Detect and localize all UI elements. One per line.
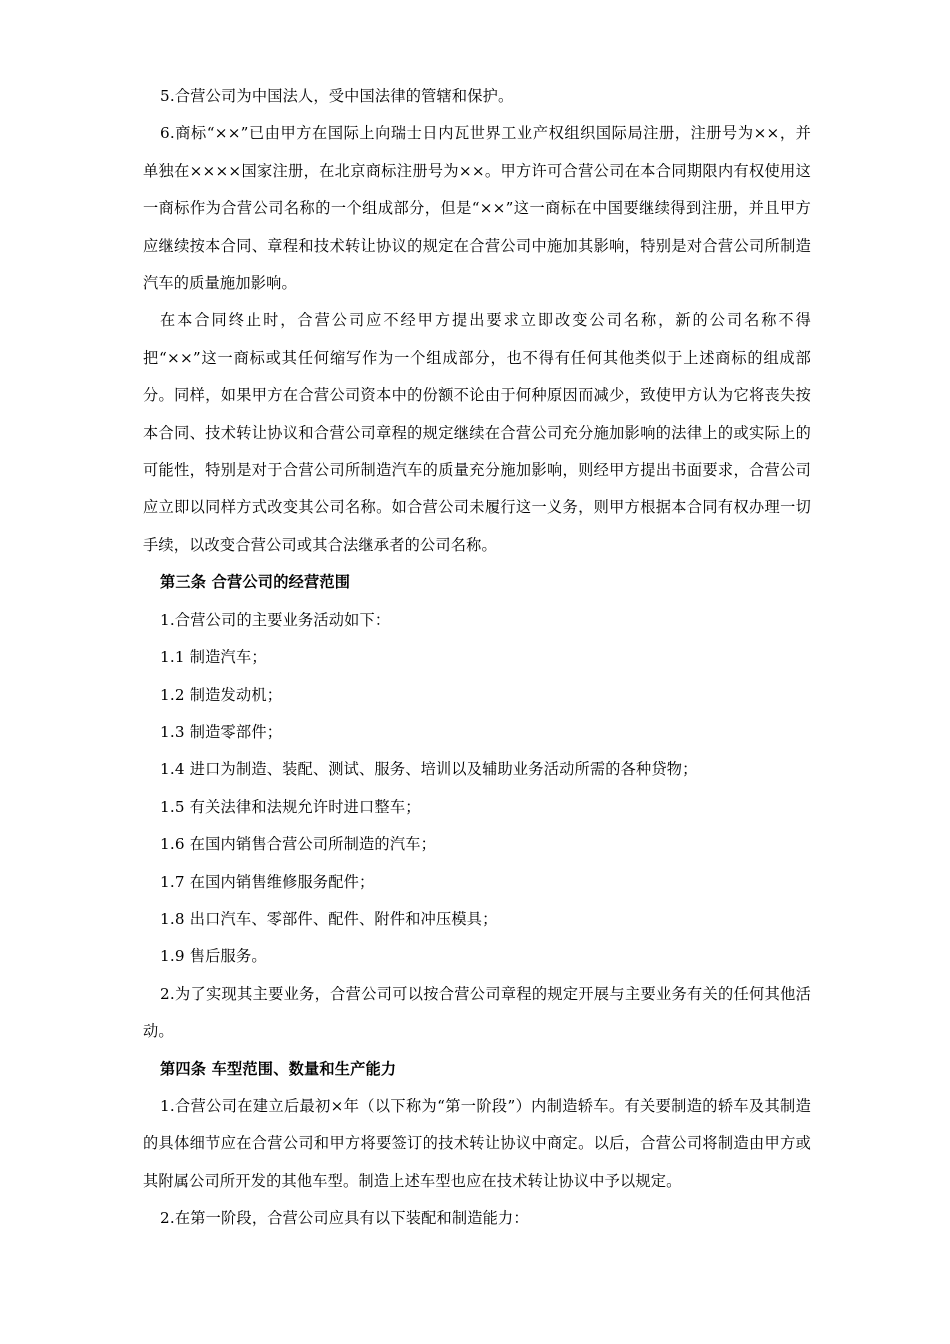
paragraph-first-stage: 1.合营公司在建立后最初×年（以下称为“第一阶段”）内制造轿车。有关要制造的轿车及其制造的具体细节应在合营公司和甲方将要签订的技术转让协议中商定。以后，合营公司将制造由甲方或其附属公司所开发的其他车型。制造上述车型也应在技术转让协议中予以规定。	[143, 1096, 811, 1190]
paragraph-5-legal-person: 5.合营公司为中国法人，受中国法律的管辖和保护。	[160, 87, 514, 105]
list-item-1-4: 1.4 进口为制造、装配、测试、服务、培训以及辅助业务活动所需的各种贷物；	[160, 760, 698, 779]
business-activities-intro: 1.合营公司的主要业务活动如下：	[160, 610, 391, 629]
paragraph-6-trademark: 6.商标“××”已由甲方在国际上向瑞士日内瓦世界工业产权组织国际局注册，注册号为××，并单独在××××国家注册，在北京商标注册号为××。甲方许可合营公司在本合同期限内有权使用这一商标作为合营公司名称的一个组成部分，但是“××”这一商标在中国要继续得到注册，并且甲方应继续按本合同、章程和技术转让协议的规定在合营公司中施加其影响，特别是对合营公司所制造汽车的质量施加影响。	[143, 124, 811, 293]
list-item-1-3: 1.3 制造零部件；	[160, 722, 283, 741]
list-item-1-6: 1.6 在国内销售合营公司所制造的汽车；	[160, 835, 436, 854]
paragraph-other-activities: 2.为了实现其主要业务，合营公司可以按合营公司章程的规定开展与主要业务有关的任何其他活动。	[143, 984, 811, 1041]
list-item-1-5: 1.5 有关法律和法规允许时进口整车；	[160, 797, 421, 816]
paragraph-name-change: 在本合同终止时，合营公司应不经甲方提出要求立即改变公司名称，新的公司名称不得把“××”这一商标或其任何缩写作为一个组成部分，也不得有任何其他类似于上述商标的组成部分。同样，如果甲方在合营公司资本中的份额不论由于何种原因而减少，致使甲方认为它将丧失按本合同、技术转让协议和合营公司章程的规定继续在合营公司充分施加影响的法律上的或实际上的可能性，特别是对于合营公司所制造汽车的质量充分施加影响，则经甲方提出书面要求，合营公司应立即以同样方式改变其公司名称。如合营公司未履行这一义务，则甲方根据本合同有权办理一切手续，以改变合营公司或其合法继承者的公司名称。	[143, 311, 811, 554]
paragraph-capacity-intro: 2.在第一阶段，合营公司应具有以下装配和制造能力：	[160, 1209, 529, 1228]
list-item-1-8: 1.8 出口汽车、零部件、配件、附件和冲压模具；	[160, 909, 498, 928]
article-3-heading: 第三条 合营公司的经营范围	[160, 573, 351, 592]
article-4-heading: 第四条 车型范围、数量和生产能力	[160, 1059, 397, 1078]
list-item-1-1: 1.1 制造汽车；	[160, 648, 267, 667]
document-body	[143, 78, 811, 1238]
list-item-1-2: 1.2 制造发动机；	[160, 685, 283, 704]
list-item-1-7: 1.7 在国内销售维修服务配件；	[160, 872, 375, 891]
list-item-1-9: 1.9 售后服务。	[160, 947, 267, 966]
